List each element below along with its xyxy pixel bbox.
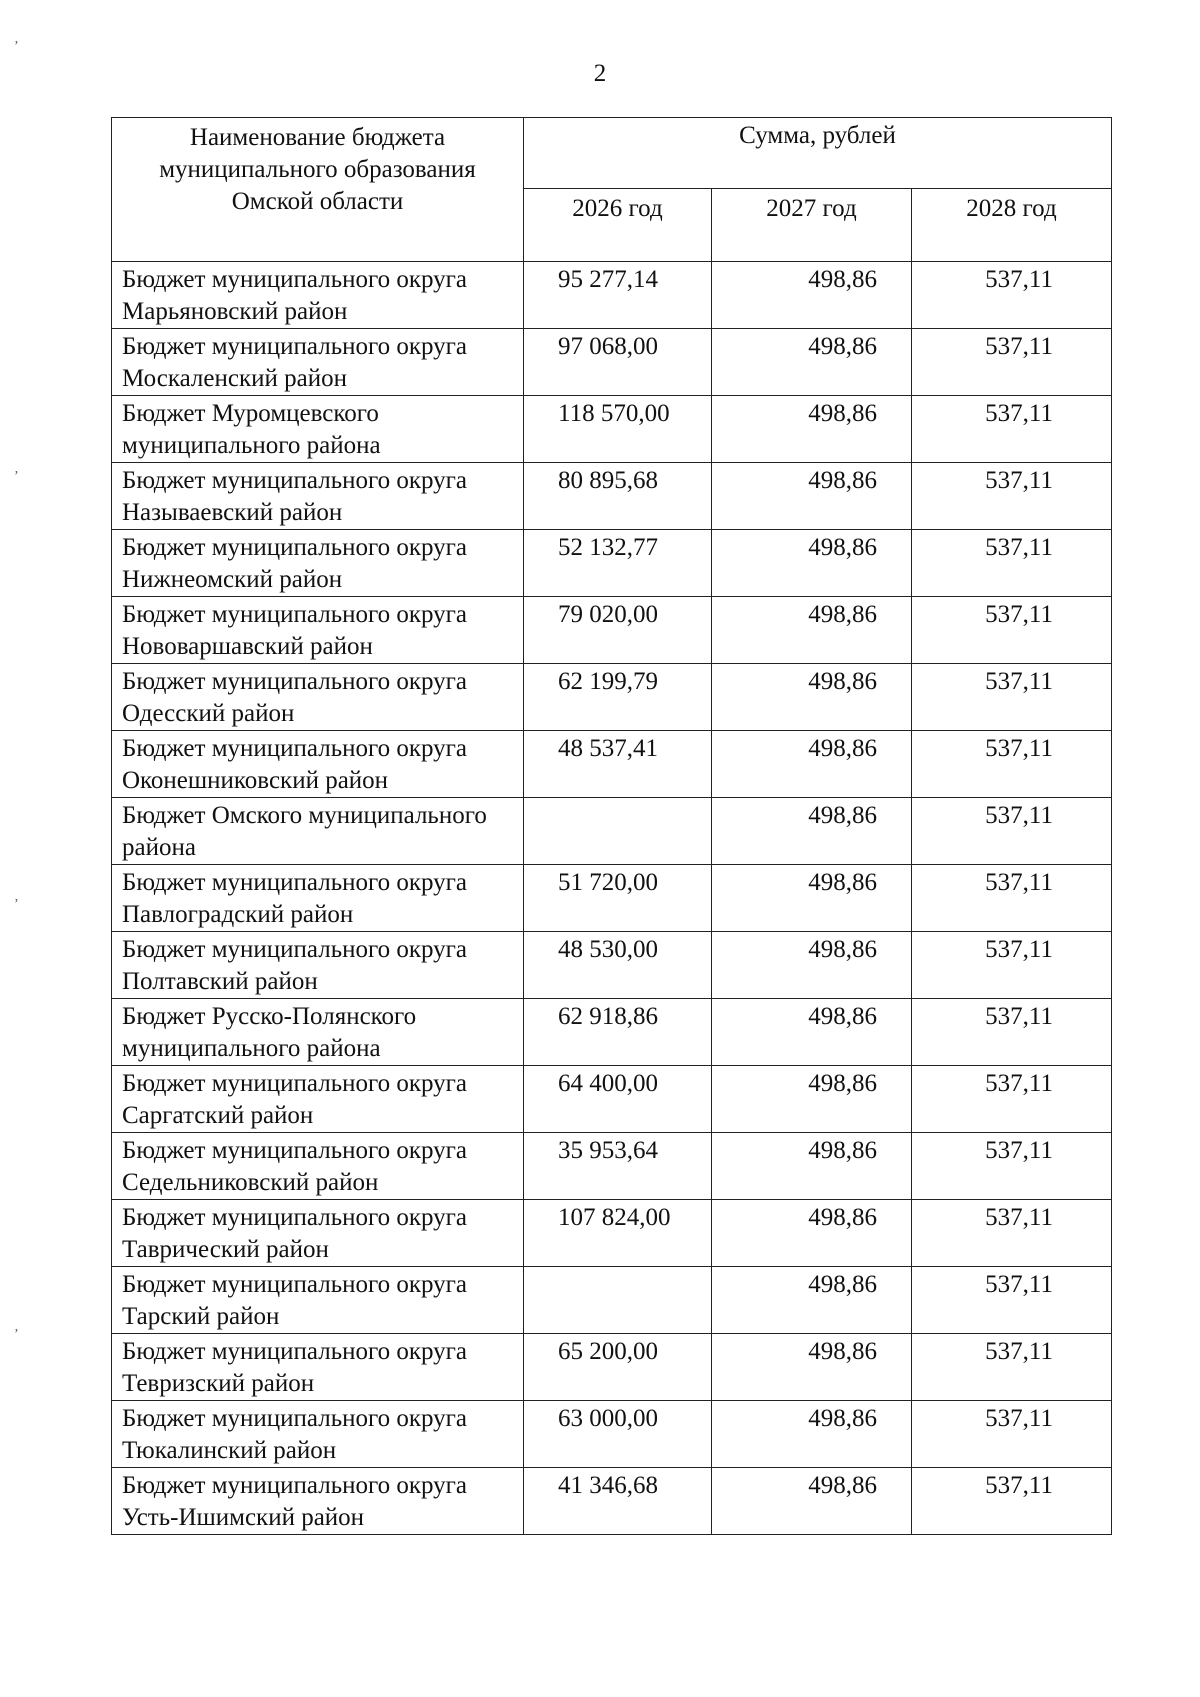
value-2027: 498,86 <box>712 1267 912 1334</box>
row-name: Бюджет Муромцевского муниципального района <box>112 396 524 463</box>
value-2027: 498,86 <box>712 798 912 865</box>
scan-speck: ʼ <box>14 469 19 484</box>
table-row <box>112 1200 1112 1267</box>
value-2026: 95 277,14 <box>524 262 712 329</box>
value-2026: 97 068,00 <box>524 329 712 396</box>
table-row <box>112 1468 1112 1535</box>
scan-speck: ʼ <box>14 1327 19 1342</box>
row-name: Бюджет муниципального округа Седельниковский район <box>112 1133 524 1200</box>
row-name: Бюджет муниципального округа Тарский район <box>112 1267 524 1334</box>
value-2027: 498,86 <box>712 1334 912 1401</box>
value-2027: 498,86 <box>712 1468 912 1535</box>
row-name: Бюджет муниципального округа Тюкалинский район <box>112 1401 524 1468</box>
value-2027: 498,86 <box>712 932 912 999</box>
row-name: Бюджет муниципального округа Одесский район <box>112 664 524 731</box>
value-2028: 537,11 <box>912 798 1112 865</box>
value-2027: 498,86 <box>712 262 912 329</box>
value-2028: 537,11 <box>912 664 1112 731</box>
value-2028: 537,11 <box>912 731 1112 798</box>
value-2026: 64 400,00 <box>524 1066 712 1133</box>
row-name: Бюджет Омского муниципального района <box>112 798 524 865</box>
scan-speck: ʼ <box>14 897 19 912</box>
value-2028: 537,11 <box>912 1468 1112 1535</box>
value-2026: 118 570,00 <box>524 396 712 463</box>
value-2027: 498,86 <box>712 329 912 396</box>
header-row <box>112 118 1112 189</box>
value-2027: 498,86 <box>712 1133 912 1200</box>
value-2027: 498,86 <box>712 597 912 664</box>
row-name: Бюджет муниципального округа Павлоградский район <box>112 865 524 932</box>
value-2027: 498,86 <box>712 463 912 530</box>
row-name: Бюджет муниципального округа Усть-Ишимский район <box>112 1468 524 1535</box>
row-name: Бюджет Русско-Полянского муниципального района <box>112 999 524 1066</box>
row-name: Бюджет муниципального округа Нижнеомский район <box>112 530 524 597</box>
value-2028: 537,11 <box>912 1401 1112 1468</box>
row-name: Бюджет муниципального округа Саргатский район <box>112 1066 524 1133</box>
value-2028: 537,11 <box>912 530 1112 597</box>
table-row <box>112 262 1112 329</box>
value-2027: 498,86 <box>712 999 912 1066</box>
value-2028: 537,11 <box>912 262 1112 329</box>
value-2026: 65 200,00 <box>524 1334 712 1401</box>
table-row <box>112 463 1112 530</box>
header-year-2027: 2027 год <box>712 189 912 262</box>
header-name: Наименование бюджета муниципального образования Омской области <box>112 118 524 262</box>
value-2027: 498,86 <box>712 396 912 463</box>
value-2027: 498,86 <box>712 731 912 798</box>
value-2026 <box>524 798 712 865</box>
value-2027: 498,86 <box>712 865 912 932</box>
value-2026: 35 953,64 <box>524 1133 712 1200</box>
header-year-2026: 2026 год <box>524 189 712 262</box>
table-row <box>112 396 1112 463</box>
table-row <box>112 1401 1112 1468</box>
table-row <box>112 597 1112 664</box>
table-row <box>112 1133 1112 1200</box>
value-2026 <box>524 1267 712 1334</box>
value-2027: 498,86 <box>712 1200 912 1267</box>
value-2028: 537,11 <box>912 1133 1112 1200</box>
value-2026: 52 132,77 <box>524 530 712 597</box>
value-2028: 537,11 <box>912 1066 1112 1133</box>
page-number: 2 <box>593 60 607 87</box>
value-2027: 498,86 <box>712 530 912 597</box>
table-row <box>112 731 1112 798</box>
header-year-2028: 2028 год <box>912 189 1112 262</box>
value-2027: 498,86 <box>712 1401 912 1468</box>
row-name: Бюджет муниципального округа Таврический район <box>112 1200 524 1267</box>
value-2026: 51 720,00 <box>524 865 712 932</box>
row-name: Бюджет муниципального округа Тевризский район <box>112 1334 524 1401</box>
table-row <box>112 1066 1112 1133</box>
value-2028: 537,11 <box>912 1267 1112 1334</box>
value-2026: 62 918,86 <box>524 999 712 1066</box>
table-row <box>112 329 1112 396</box>
value-2028: 537,11 <box>912 999 1112 1066</box>
value-2028: 537,11 <box>912 865 1112 932</box>
value-2028: 537,11 <box>912 396 1112 463</box>
table-row <box>112 865 1112 932</box>
row-name: Бюджет муниципального округа Оконешниковский район <box>112 731 524 798</box>
value-2028: 537,11 <box>912 597 1112 664</box>
value-2028: 537,11 <box>912 463 1112 530</box>
value-2026: 62 199,79 <box>524 664 712 731</box>
value-2028: 537,11 <box>912 1334 1112 1401</box>
scan-speck: ʼ <box>14 39 19 54</box>
value-2026: 41 346,68 <box>524 1468 712 1535</box>
value-2028: 537,11 <box>912 1200 1112 1267</box>
value-2028: 537,11 <box>912 329 1112 396</box>
header-sum: Сумма, рублей <box>524 118 1112 189</box>
table-row <box>112 664 1112 731</box>
value-2027: 498,86 <box>712 1066 912 1133</box>
value-2026: 48 530,00 <box>524 932 712 999</box>
table-row <box>112 932 1112 999</box>
value-2026: 48 537,41 <box>524 731 712 798</box>
value-2026: 107 824,00 <box>524 1200 712 1267</box>
value-2028: 537,11 <box>912 932 1112 999</box>
table-row <box>112 798 1112 865</box>
table-row <box>112 1334 1112 1401</box>
row-name: Бюджет муниципального округа Москаленский район <box>112 329 524 396</box>
table-row <box>112 999 1112 1066</box>
table-row <box>112 1267 1112 1334</box>
value-2026: 63 000,00 <box>524 1401 712 1468</box>
row-name: Бюджет муниципального округа Называевский район <box>112 463 524 530</box>
value-2026: 79 020,00 <box>524 597 712 664</box>
value-2027: 498,86 <box>712 664 912 731</box>
row-name: Бюджет муниципального округа Марьяновский район <box>112 262 524 329</box>
value-2026: 80 895,68 <box>524 463 712 530</box>
row-name: Бюджет муниципального округа Нововаршавский район <box>112 597 524 664</box>
budget-table <box>111 117 1112 1535</box>
table-row <box>112 530 1112 597</box>
row-name: Бюджет муниципального округа Полтавский район <box>112 932 524 999</box>
